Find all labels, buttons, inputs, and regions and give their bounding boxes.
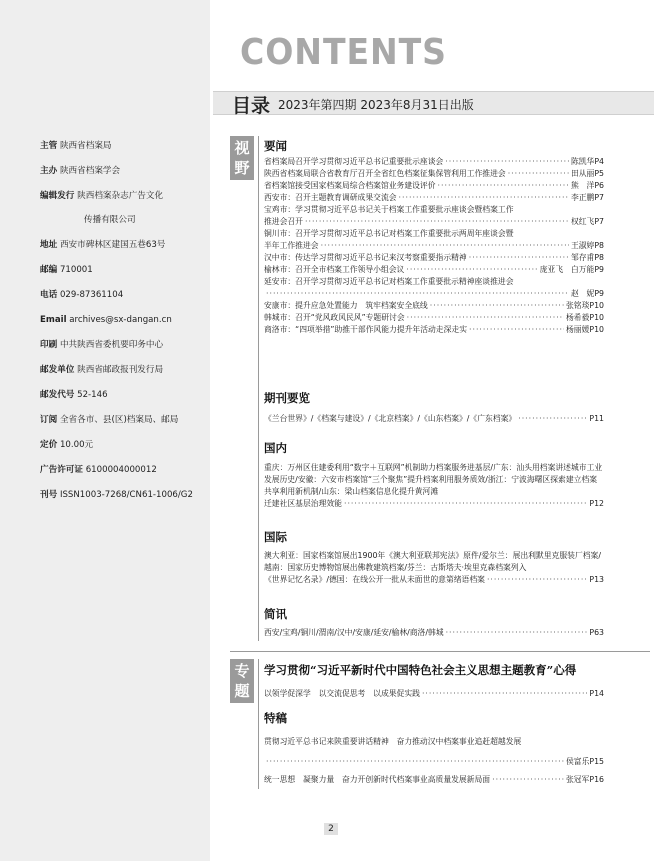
heading-zhuanti: 学习贯彻“习近平新时代中国特色社会主义思想主题教育”心得 [264, 663, 577, 677]
section-tag-char: 野 [234, 159, 250, 177]
toc-entry[interactable]: 西安市：召开主题教育调研成果交流会 ····· 李正鹏P7 [264, 192, 604, 204]
toc-entry[interactable]: 铜川市：召开学习贯彻习近平总书记对档案工作重要批示两周年座谈会暨 半年工作推进会 ····· 王淑婷P8 [264, 228, 604, 252]
guonei-list [264, 462, 604, 510]
toc-entry[interactable]: 统一思想 凝聚力量 奋力开创新时代档案事业高质量发展新局面 ····· 张冠军P16 [264, 774, 604, 786]
heading-jianxun: 简讯 [264, 607, 287, 621]
heading-yaowen: 要闻 [264, 139, 287, 153]
jianxun-list [264, 627, 604, 639]
masthead-row: 编辑发行 陕西档案杂志广告文化 [40, 191, 164, 201]
mulu-heading: 目录 [232, 95, 271, 117]
toc-entry[interactable]: 以领学促深学 以交流促思考 以成果促实践 ····· P14 [264, 688, 604, 700]
page-number: 2 [324, 823, 338, 835]
toc-entry[interactable]: 延安市：召开学习贯彻习近平总书记对档案工作重要批示精神座谈推进会 ····· 赵 妮P9 [264, 276, 604, 300]
heading-guoji: 国际 [264, 530, 287, 544]
masthead-row: 订阅 全省各市、县(区)档案局、邮局 [40, 415, 179, 425]
yaowen-list [264, 156, 604, 336]
toc-entry[interactable]: 汉中市：传达学习贯彻习近平总书记来汉考察重要指示精神 ····· 邹存甫P8 [264, 252, 604, 264]
toc-entry[interactable]: 安康市：提升应急处置能力 筑牢档案安全底线 ····· 张铭琰P10 [264, 300, 604, 312]
contents-title: CONTENTS [240, 32, 447, 73]
heading-tegao: 特稿 [264, 711, 287, 725]
toc-entry[interactable]: 贯彻习近平总书记来陕重要讲话精神 奋力推动汉中档案事业追赶超越发展 ····· 侯富乐P15 [264, 736, 604, 768]
masthead-row: Email archives@sx-dangan.cn [40, 315, 172, 325]
section-rule [258, 659, 259, 789]
heading-guonei: 国内 [264, 441, 287, 455]
toc-entry[interactable]: 商洛市：“四项举措”助推干部作风能力提升年活动走深走实 ····· 杨丽媛P10 [264, 324, 604, 336]
masthead-row: 广告许可证 6100004000012 [40, 465, 157, 475]
section-tag-zhuanti [230, 659, 254, 703]
masthead [40, 140, 210, 501]
toc-entry[interactable]: 省档案局召开学习贯彻习近平总书记重要批示座谈会 ····· 陈凯华P4 [264, 156, 604, 168]
toc-entry[interactable]: 西安/宝鸡/铜川/渭南/汉中/安康/延安/榆林/商洛/韩城 ····· P63 [264, 627, 604, 639]
masthead-row: 邮发单位 陕西省邮政报刊发行局 [40, 365, 164, 375]
heading-qikan: 期刊要览 [264, 391, 310, 405]
guoji-list [264, 550, 604, 586]
masthead-row: 刊号 ISSN1003-7268/CN61-1006/G2 [40, 490, 193, 500]
masthead-row: 印刷 中共陕西省委机要印务中心 [40, 340, 164, 350]
toc-entry-text: 澳大利亚：国家档案馆展出1900年《澳大利亚联邦宪法》原件/爱尔兰：展出利默里克服装厂档案/越南：国家历史博物馆展出佛教建筑档案/芬兰：古斯塔夫·埃里克森档案列入 [264, 551, 601, 572]
masthead-row: 主管 陕西省档案局 [40, 141, 112, 151]
section-tag-char: 专 [234, 662, 250, 680]
toc-entry[interactable]: 陕西省档案局联合省教育厅召开全省红色档案征集保管利用工作推进会 ····· 田从丽P5 [264, 168, 604, 180]
issue-date: 2023年第四期 2023年8月31日出版 [278, 98, 474, 112]
toc-entry[interactable]: 宝鸡市：学习贯彻习近平总书记关于档案工作重要批示座谈会暨档案工作 推进会召开 ····· 权红飞P7 [264, 204, 604, 228]
masthead-row: 邮发代号 52-146 [40, 390, 108, 400]
section-rule [258, 136, 259, 641]
toc-entry-line1: 宝鸡市：学习贯彻习近平总书记关于档案工作重要批示座谈会暨档案工作 [264, 205, 514, 214]
section-tag-char: 视 [234, 139, 250, 157]
masthead-row: 电话 029-87361104 [40, 290, 124, 300]
toc-entry[interactable]: 澳大利亚：国家档案馆展出1900年《澳大利亚联邦宪法》原件/爱尔兰：展出利默里克服装厂档案/越南：国家历史博物馆展出佛教建筑档案/芬兰：古斯塔夫·埃里克森档案列入 《世界记忆名录》/德国：在线公开一批从未面世的意第绪语档案 ····· P13 [264, 550, 604, 586]
tegao-list [264, 736, 604, 786]
toc-entry-line1: 贯彻习近平总书记来陕重要讲话精神 奋力推动汉中档案事业追赶超越发展 [264, 737, 522, 746]
zhuanti-list [264, 688, 604, 700]
toc-entry[interactable]: 韩城市：召开“党风政风民风”专题研讨会 ····· 杨希毅P10 [264, 312, 604, 324]
section-tag-shiye [230, 136, 254, 180]
masthead-row: 传播有限公司 [84, 215, 136, 225]
toc-entry[interactable]: 省档案馆接受国家档案局综合档案馆业务建设评价 ····· 熊 洋P6 [264, 180, 604, 192]
masthead-row: 定价 10.00元 [40, 440, 94, 450]
toc-entry-line1: 铜川市：召开学习贯彻习近平总书记对档案工作重要批示两周年座谈会暨 [264, 229, 514, 238]
toc-entry-line1: 延安市：召开学习贯彻习近平总书记对档案工作重要批示精神座谈推进会 [264, 277, 514, 286]
masthead-row: 邮编 710001 [40, 265, 93, 275]
section-tag-char: 题 [234, 682, 250, 700]
qikan-list [264, 413, 604, 425]
masthead-row: 地址 西安市碑林区建国五巷63号 [40, 240, 166, 250]
masthead-row: 主办 陕西省档案学会 [40, 166, 121, 176]
toc-entry[interactable]: 重庆：万州区住建委利用“数字＋互联网”机制助力档案服务进基层/广东：汕头用档案讲述城市工业发展历史/安徽：六安市档案馆“三个聚焦”提升档案利用服务质效/浙江：宁波海曙区探索建立档案共享利用新机制/山东：梁山档案信息化提升黄河滩 迁建社区基层治理效能 ····· P12 [264, 462, 604, 510]
toc-entry[interactable]: 《兰台世界》/《档案与建设》/《北京档案》/《山东档案》/《广东档案》 ····· P11 [264, 413, 604, 425]
toc-entry-text: 重庆：万州区住建委利用“数字＋互联网”机制助力档案服务进基层/广东：汕头用档案讲述城市工业发展历史/安徽：六安市档案馆“三个聚焦”提升档案利用服务质效/浙江：宁波海曙区探索建立档案共享利用新机制/山东：梁山档案信息化提升黄河滩 [264, 463, 603, 496]
section-divider [230, 651, 650, 652]
toc-entry[interactable]: 榆林市：召开全市档案工作领导小组会议 ····· 庞亚飞 白万能P9 [264, 264, 604, 276]
